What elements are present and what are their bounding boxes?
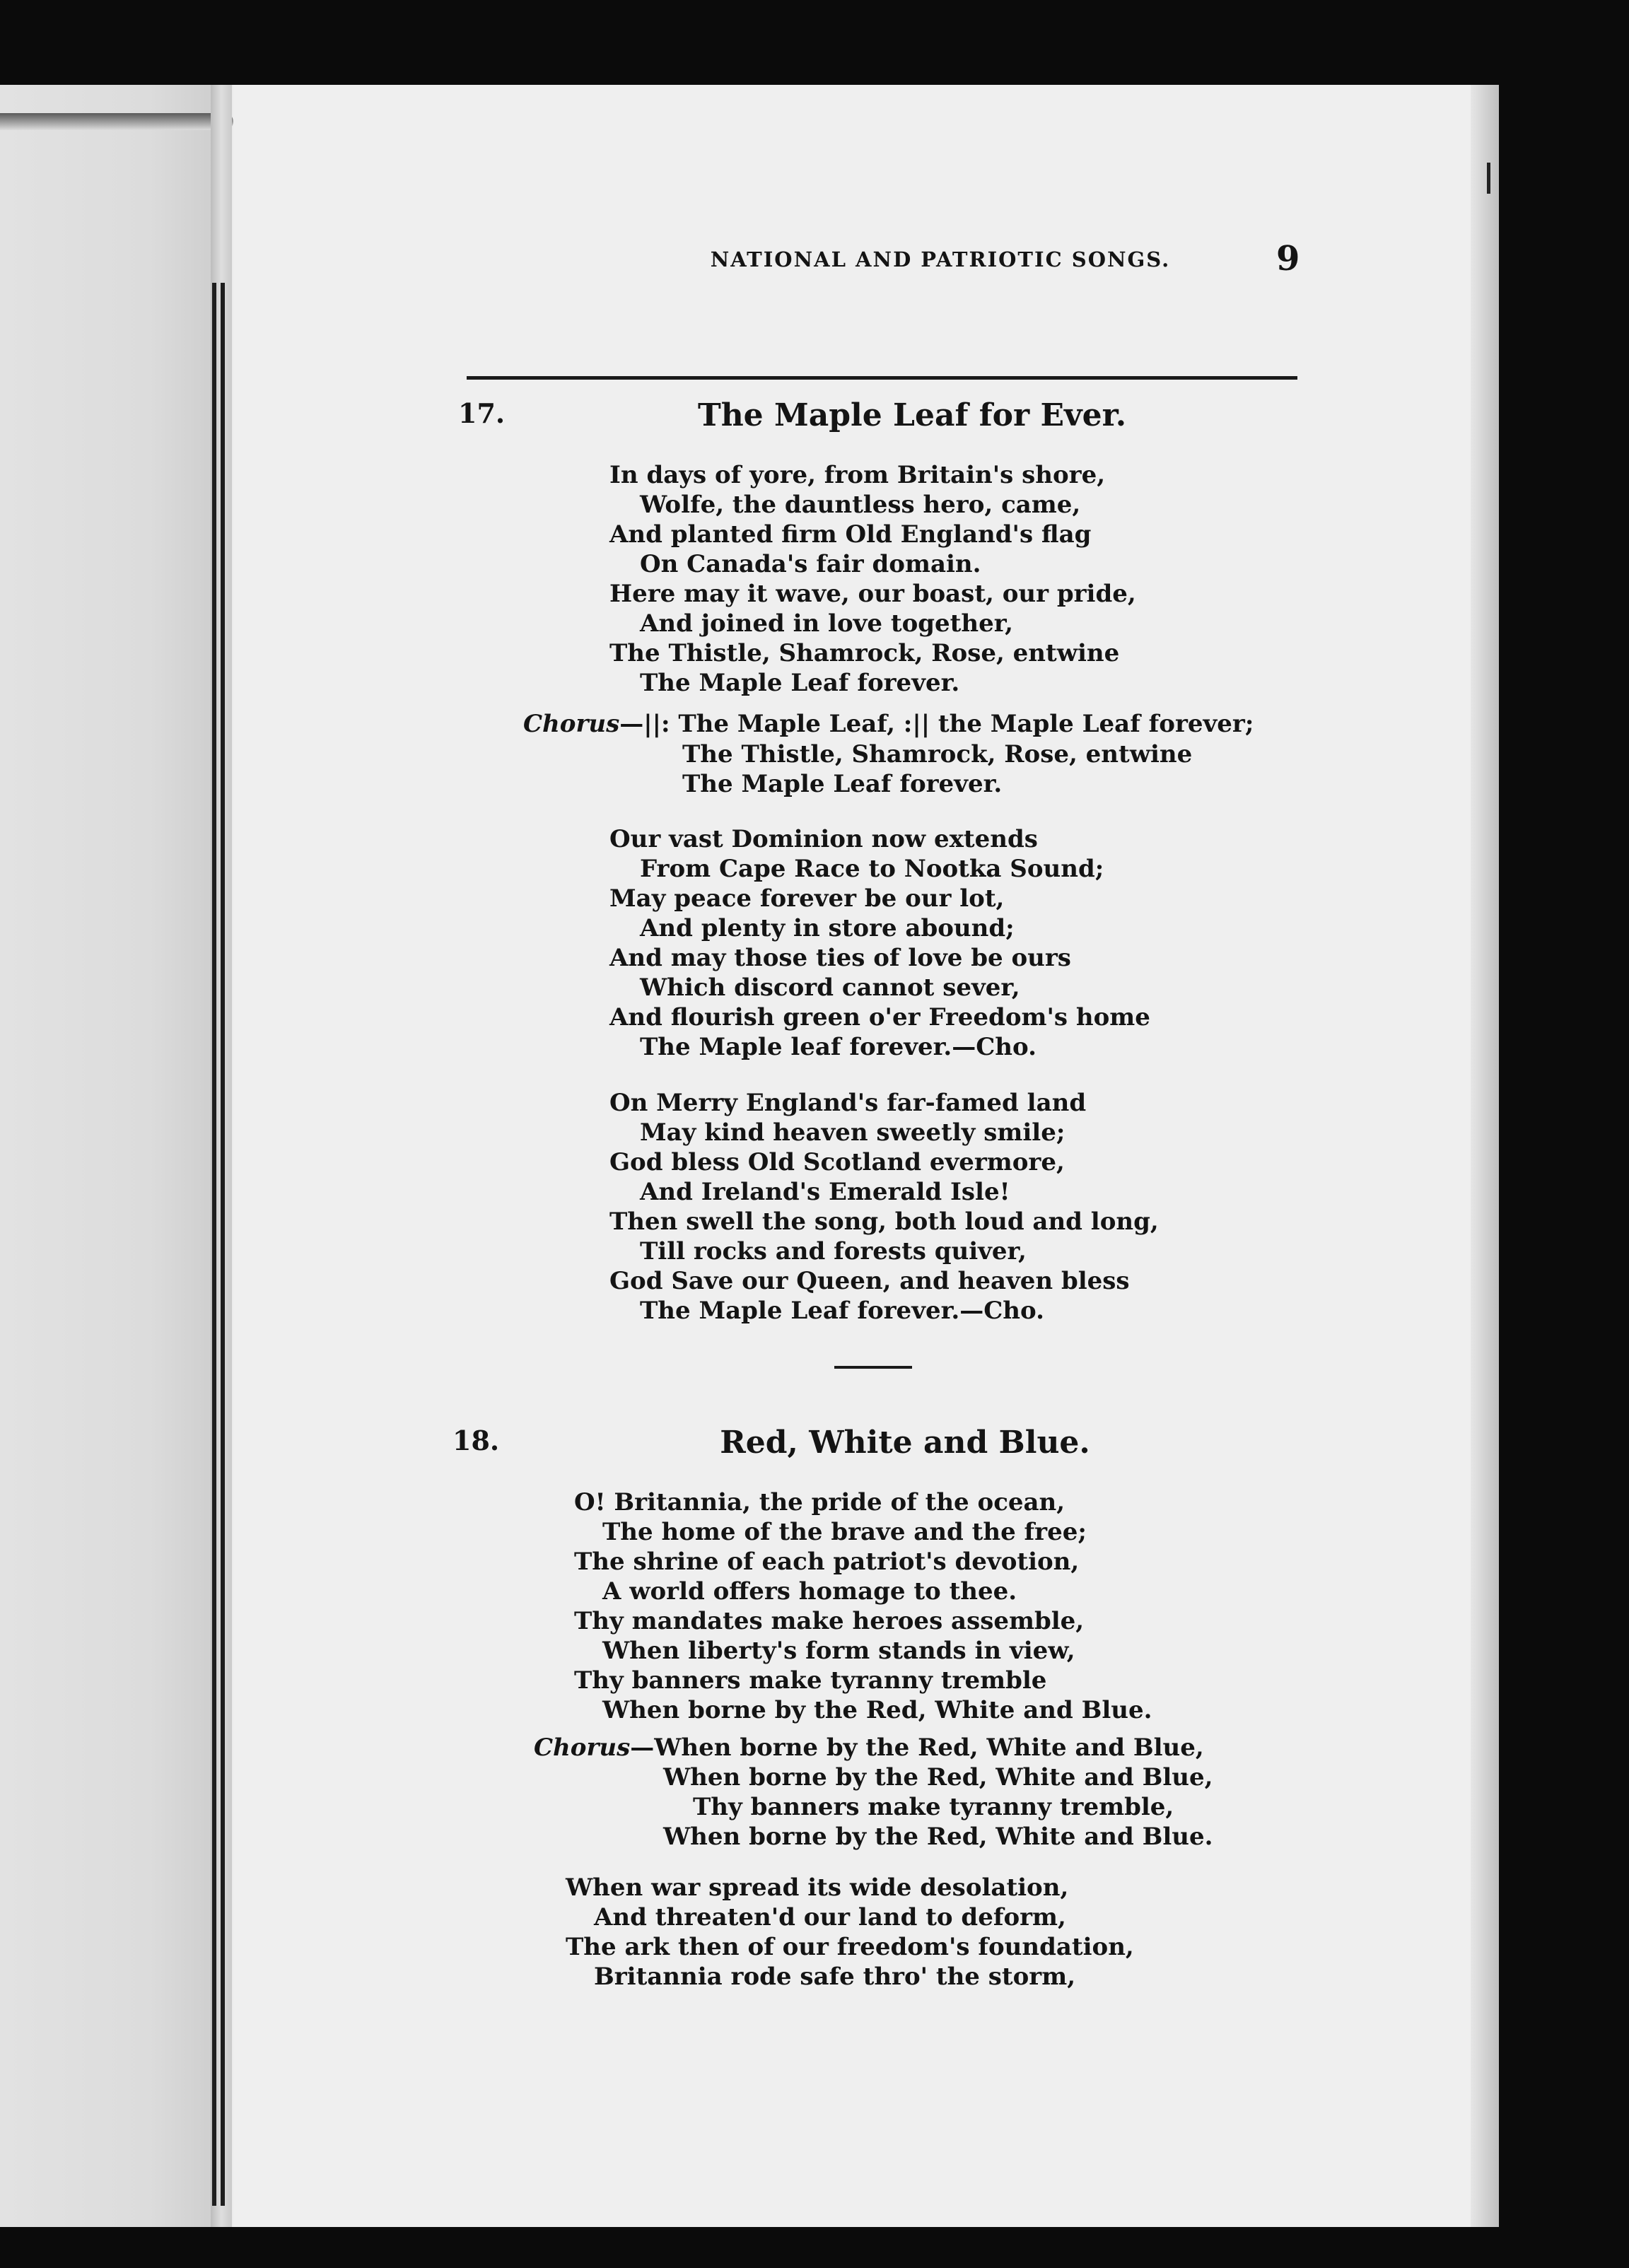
chorus-line: The Maple Leaf forever.	[682, 770, 1003, 798]
right-page-edge	[1471, 85, 1499, 2227]
chorus-line: When borne by the Red, White and Blue.	[663, 1823, 1213, 1851]
verse-line: When borne by the Red, White and Blue.	[602, 1696, 1152, 1724]
verse-line: May kind heaven sweetly smile;	[640, 1118, 1065, 1147]
verse-line: Thy mandates make heroes assemble,	[574, 1607, 1085, 1635]
song-title: Red, White and Blue.	[720, 1425, 1090, 1461]
chorus-line	[534, 1736, 1204, 1760]
verse-line: The Maple Leaf forever.—Cho.	[640, 1297, 1044, 1325]
song-number: 17.	[458, 397, 506, 429]
chorus-label: Chorus	[534, 1734, 631, 1762]
verse-line: The ark then of our freedom's foundation,	[566, 1933, 1134, 1961]
verse-line: And flourish green o'er Freedom's home	[609, 1003, 1150, 1031]
verse-line: A world offers homage to thee.	[602, 1577, 1017, 1606]
verse-line: And plenty in store abound;	[640, 914, 1015, 942]
chorus-line: When borne by the Red, White and Blue,	[663, 1763, 1213, 1791]
page-header	[665, 239, 1301, 288]
verse-line: In days of yore, from Britain's shore,	[609, 461, 1106, 489]
chorus-label: Chorus	[523, 710, 620, 738]
song-title: The Maple Leaf for Ever.	[697, 397, 1127, 433]
verse-line: Thy banners make tyranny tremble	[574, 1666, 1047, 1695]
verse-line: Till rocks and forests quiver,	[640, 1237, 1027, 1265]
verse-line: When liberty's form stands in view,	[602, 1637, 1075, 1665]
verse-line: May peace forever be our lot,	[609, 884, 1005, 913]
running-head: NATIONAL AND PATRIOTIC SONGS.	[710, 247, 1171, 271]
verse-line: God Save our Queen, and heaven bless	[609, 1267, 1130, 1295]
song-number: 18.	[452, 1425, 500, 1456]
header-rule	[467, 376, 1297, 380]
verse-line: On Merry England's far-famed land	[609, 1089, 1087, 1117]
verse-line: The Thistle, Shamrock, Rose, entwine	[609, 639, 1120, 667]
verse-line: O! Britannia, the pride of the ocean,	[574, 1488, 1065, 1516]
verse-line: And Ireland's Emerald Isle!	[640, 1178, 1010, 1206]
chorus-line: The Thistle, Shamrock, Rose, entwine	[682, 740, 1193, 768]
chorus-line: Thy banners make tyranny tremble,	[693, 1793, 1174, 1821]
verse-line: Britannia rode safe thro' the storm,	[594, 1963, 1076, 1991]
verse-line: When war spread its wide desolation,	[566, 1874, 1069, 1902]
margin-rule	[212, 283, 216, 2206]
verse-line: The Maple Leaf forever.	[640, 669, 960, 697]
chorus-line	[523, 712, 1254, 736]
binding-shadow	[0, 113, 233, 130]
verse-line: And joined in love together,	[640, 609, 1013, 638]
verse-line: Here may it wave, our boast, our pride,	[609, 580, 1136, 608]
section-divider	[834, 1366, 912, 1369]
verse-line: On Canada's fair domain.	[640, 550, 981, 578]
verse-line: And may those ties of love be ours	[609, 944, 1071, 972]
verse-line: The home of the brave and the free;	[602, 1518, 1087, 1546]
verse-line: Wolfe, the dauntless hero, came,	[640, 491, 1081, 519]
verse-line: Which discord cannot sever,	[640, 974, 1020, 1002]
edge-mark	[1487, 163, 1490, 194]
chorus-text: —When borne by the Red, White and Blue,	[630, 1734, 1204, 1762]
margin-rule	[221, 283, 225, 2206]
verse-line: From Cape Race to Nootka Sound;	[640, 855, 1104, 883]
verse-line: The shrine of each patriot's devotion,	[574, 1548, 1080, 1576]
verse-line: And planted firm Old England's flag	[609, 520, 1092, 549]
chorus-text: —||: The Maple Leaf, :|| the Maple Leaf forever;	[619, 710, 1254, 738]
verse-line: Our vast Dominion now extends	[609, 825, 1038, 853]
verse-line: And threaten'd our land to deform,	[594, 1903, 1066, 1931]
left-page-edge	[0, 85, 212, 2227]
page-number: 9	[1276, 239, 1300, 279]
verse-line: The Maple leaf forever.—Cho.	[640, 1033, 1037, 1061]
verse-line: Then swell the song, both loud and long,	[609, 1208, 1159, 1236]
verse-line: God bless Old Scotland evermore,	[609, 1148, 1065, 1176]
